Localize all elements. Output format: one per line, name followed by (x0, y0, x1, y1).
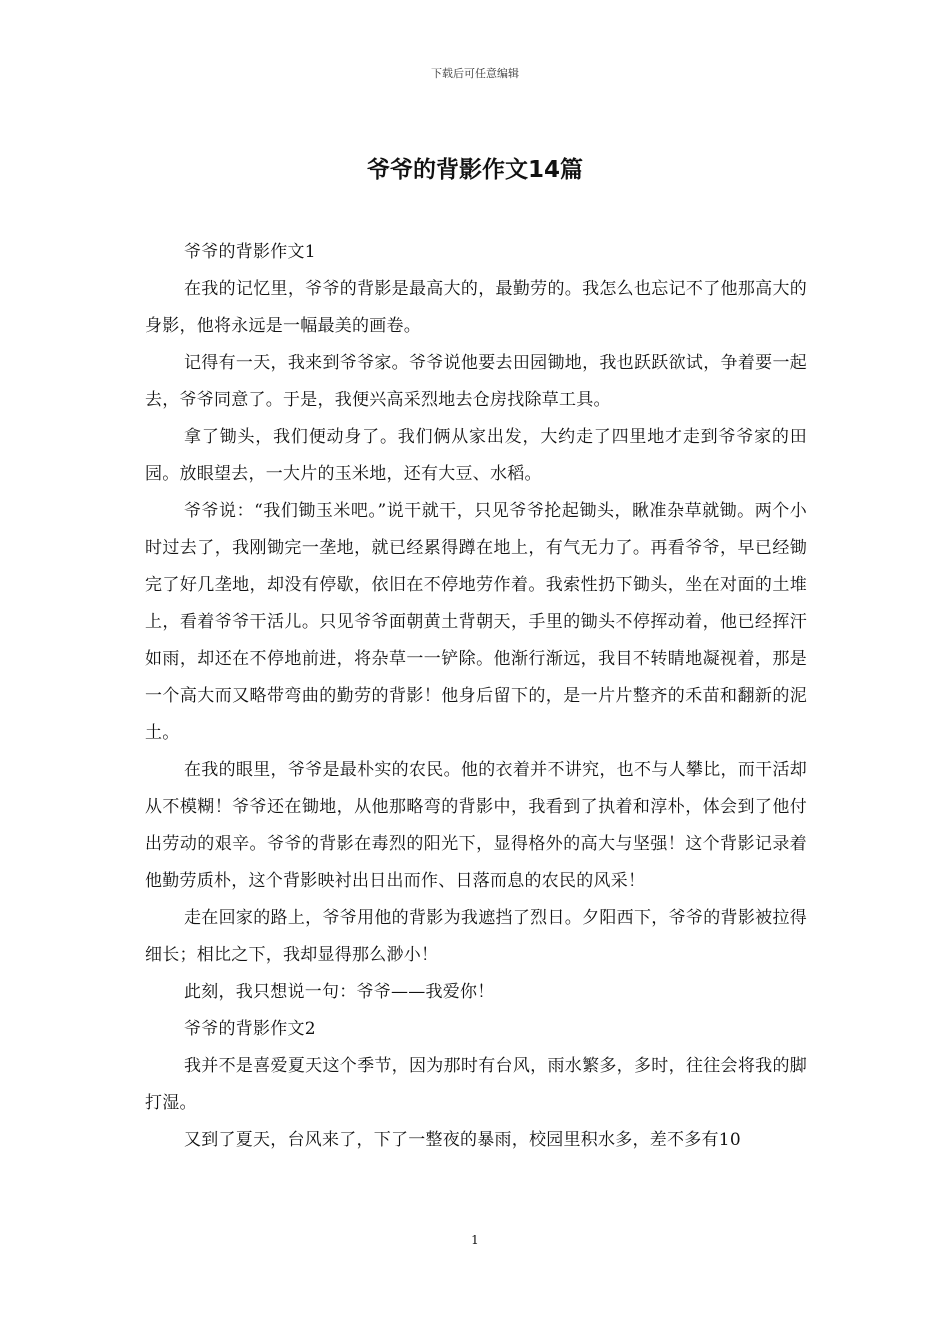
paragraph: 记得有一天，我来到爷爷家。爷爷说他要去田园锄地，我也跃跃欲试，争着要一起去，爷爷同意了。于是，我便兴高采烈地去仓房找除草工具。 (145, 353, 807, 410)
paragraph: 我并不是喜爱夏天这个季节，因为那时有台风，雨水繁多，多时，往往会将我的脚打湿。 (145, 1056, 807, 1113)
section-heading-1: 爷爷的背影作文1 (184, 242, 316, 262)
page-number: 1 (471, 1233, 479, 1247)
paragraph: 走在回家的路上，爷爷用他的背影为我遮挡了烈日。夕阳西下，爷爷的背影被拉得细长；相比之下，我却显得那么渺小！ (145, 908, 807, 965)
document-body (145, 234, 807, 1159)
document-title: 爷爷的背影作文14篇 (366, 157, 583, 183)
paragraph: 拿了锄头，我们便动身了。我们俩从家出发，大约走了四里地才走到爷爷家的田园。放眼望去，一大片的玉米地，还有大豆、水稻。 (145, 427, 807, 484)
paragraph: 又到了夏天，台风来了，下了一整夜的暴雨，校园里积水多，差不多有10 (184, 1130, 741, 1150)
paragraph: 爷爷说：“我们锄玉米吧。”说干就干，只见爷爷抡起锄头，瞅准杂草就锄。两个小时过去了，我刚锄完一垄地，就已经累得蹲在地上，有气无力了。再看爷爷，早已经锄完了好几垄地，却没有停歇，依旧在不停地劳作着。我索性扔下锄头，坐在对面的土堆上，看着爷爷干活儿。只见爷爷面朝黄土背朝天，手里的锄头不停挥动着，他已经挥汗如雨，却还在不停地前进，将杂草一一铲除。他渐行渐远，我目不转睛地凝视着，那是一个高大而又略带弯曲的勤劳的背影！他身后留下的，是一片片整齐的禾苗和翻新的泥土。 (145, 501, 807, 743)
section-heading-2: 爷爷的背影作文2 (184, 1019, 316, 1039)
paragraph: 此刻，我只想说一句：爷爷——我爱你！ (184, 982, 495, 1002)
page-header-note: 下载后可任意编辑 (431, 67, 519, 80)
paragraph: 在我的记忆里，爷爷的背影是最高大的，最勤劳的。我怎么也忘记不了他那高大的身影，他将永远是一幅最美的画卷。 (145, 279, 807, 336)
paragraph: 在我的眼里，爷爷是最朴实的农民。他的衣着并不讲究，也不与人攀比，而干活却从不模糊！爷爷还在锄地，从他那略弯的背影中，我看到了执着和淳朴，体会到了他付出劳动的艰辛。爷爷的背影在毒烈的阳光下，显得格外的高大与坚强！这个背影记录着他勤劳质朴，这个背影映衬出日出而作、日落而息的农民的风采！ (145, 760, 807, 891)
